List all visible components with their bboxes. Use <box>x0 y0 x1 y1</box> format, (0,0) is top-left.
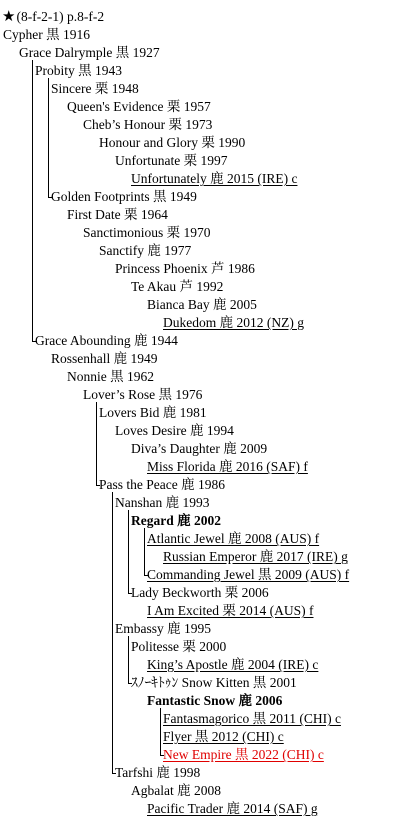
tree-node <box>147 656 318 674</box>
node-label: Sanctify 鹿 1977 <box>99 243 192 258</box>
connector-line <box>160 708 161 755</box>
tree-node <box>51 188 197 206</box>
tree-node <box>83 116 212 134</box>
node-label: Agbalat 鹿 2008 <box>131 783 221 798</box>
node-label: Probity 黒 1943 <box>35 63 123 78</box>
node-label: Embassy 鹿 1995 <box>115 621 211 636</box>
node-label: Bianca Bay 鹿 2005 <box>147 297 257 312</box>
node-label: Cheb’s Honour 栗 1973 <box>83 117 213 132</box>
star-icon: ★ <box>2 9 16 25</box>
node-label: Commanding Jewel 黒 2009 (AUS) f <box>147 567 350 582</box>
node-label: ｽﾉｰｷﾄｩﾝ Snow Kitten 黒 2001 <box>131 675 297 690</box>
connector-line <box>96 402 97 485</box>
node-label: Diva’s Daughter 鹿 2009 <box>131 441 268 456</box>
node-label: Lover’s Rose 黒 1976 <box>83 387 203 402</box>
tree-node <box>51 80 139 98</box>
tree-node <box>131 278 223 296</box>
tree-node <box>147 530 319 548</box>
tree-node <box>67 98 211 116</box>
tree-node <box>67 368 154 386</box>
tree-node <box>83 224 211 242</box>
connector-tick <box>32 341 36 342</box>
node-label: Rossenhall 鹿 1949 <box>51 351 158 366</box>
node-label: Fantastic Snow 鹿 2006 <box>147 693 283 708</box>
node-label: New Empire 黒 2022 (CHI) c <box>163 747 324 762</box>
node-label: Nanshan 鹿 1993 <box>115 495 210 510</box>
connector-tick <box>144 575 148 576</box>
node-label: Cypher 黒 1916 <box>3 27 90 42</box>
connector-line <box>32 60 33 341</box>
tree-node <box>147 458 308 476</box>
node-label: Dukedom 鹿 2012 (NZ) g <box>163 315 304 330</box>
connector-tick <box>48 197 52 198</box>
tree-node <box>83 386 202 404</box>
node-label: I Am Excited 栗 2014 (AUS) f <box>147 603 314 618</box>
node-label: Flyer 黒 2012 (CHI) c <box>163 729 284 744</box>
tree-node <box>163 548 348 566</box>
tree-node <box>115 494 210 512</box>
tree-node <box>163 728 284 746</box>
node-label: Grace Abounding 鹿 1944 <box>35 333 178 348</box>
node-label: King’s Apostle 鹿 2004 (IRE) c <box>147 657 319 672</box>
tree-node <box>115 260 255 278</box>
node-label: Pacific Trader 鹿 2014 (SAF) g <box>147 801 318 816</box>
node-label: Sanctimonious 栗 1970 <box>83 225 211 240</box>
node-label: Golden Footprints 黒 1949 <box>51 189 197 204</box>
tree-node <box>131 170 297 188</box>
tree-node <box>115 152 227 170</box>
node-label: Atlantic Jewel 鹿 2008 (AUS) f <box>147 531 320 546</box>
tree-node <box>131 440 267 458</box>
connector-tick <box>128 683 132 684</box>
node-label: Unfortunate 栗 1997 <box>115 153 228 168</box>
tree-node <box>147 566 349 584</box>
tree-node <box>115 764 200 782</box>
node-label: Lovers Bid 鹿 1981 <box>99 405 207 420</box>
connector-line <box>128 510 129 593</box>
tree-node <box>115 422 234 440</box>
node-label: Unfortunately 鹿 2015 (IRE) c <box>131 171 298 186</box>
node-label: Tarfshi 鹿 1998 <box>115 765 201 780</box>
node-label: Miss Florida 鹿 2016 (SAF) f <box>147 459 308 474</box>
connector-line <box>128 636 129 683</box>
tree-node <box>163 710 341 728</box>
tree-node <box>3 26 90 44</box>
tree-node <box>131 782 221 800</box>
node-label: Te Akau 芦 1992 <box>131 279 224 294</box>
reference-code: (8-f-2-1) p.8-f-2 <box>16 9 105 24</box>
tree-node <box>147 296 257 314</box>
connector-line <box>48 78 49 197</box>
node-label: Grace Dalrymple 黒 1927 <box>19 45 160 60</box>
connector-line <box>112 492 113 773</box>
tree-node <box>19 44 160 62</box>
tree-node <box>99 404 207 422</box>
header-line <box>2 8 104 26</box>
node-label: Nonnie 黒 1962 <box>67 369 154 384</box>
node-label: Sincere 栗 1948 <box>51 81 139 96</box>
connector-tick <box>112 773 116 774</box>
tree-node <box>163 746 324 764</box>
node-label: First Date 栗 1964 <box>67 207 168 222</box>
node-label: Fantasmagorico 黒 2011 (CHI) c <box>163 711 341 726</box>
tree-node <box>131 674 297 692</box>
tree-node <box>131 584 269 602</box>
tree-node <box>147 692 282 710</box>
tree-node <box>131 638 226 656</box>
tree-node <box>147 800 318 818</box>
node-label: Lady Beckworth 栗 2006 <box>131 585 269 600</box>
node-label: Regard 鹿 2002 <box>131 513 221 528</box>
connector-tick <box>128 593 132 594</box>
tree-node <box>51 350 158 368</box>
connector-tick <box>96 485 100 486</box>
tree-node <box>67 206 168 224</box>
tree-node <box>99 476 225 494</box>
tree-node <box>99 134 245 152</box>
tree-node <box>99 242 191 260</box>
node-label: Politesse 栗 2000 <box>131 639 227 654</box>
tree-node <box>115 620 211 638</box>
node-label: Honour and Glory 栗 1990 <box>99 135 246 150</box>
node-label: Russian Emperor 鹿 2017 (IRE) g <box>163 549 348 564</box>
connector-line <box>144 528 145 575</box>
node-label: Loves Desire 鹿 1994 <box>115 423 234 438</box>
connector-tick <box>160 755 164 756</box>
node-label: Queen's Evidence 栗 1957 <box>67 99 211 114</box>
node-label: Princess Phoenix 芦 1986 <box>115 261 255 276</box>
tree-node <box>147 602 313 620</box>
node-label: Pass the Peace 鹿 1986 <box>99 477 225 492</box>
tree-node <box>163 314 304 332</box>
tree-node <box>35 332 178 350</box>
